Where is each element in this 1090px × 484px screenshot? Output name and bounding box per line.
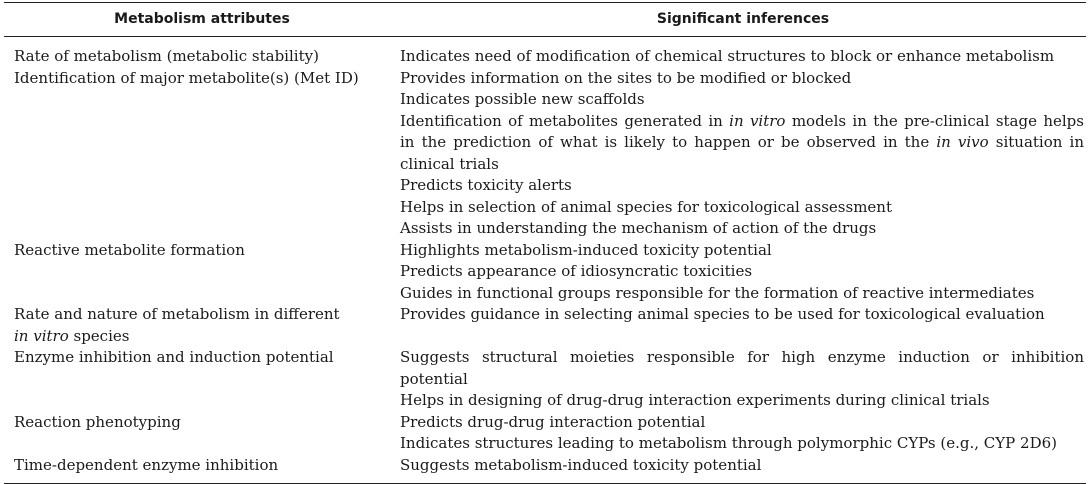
significant-inference-text: Provides guidance in selecting animal species to be used for toxicological evaluation (400, 305, 1045, 323)
metabolism-attribute-cell (4, 240, 400, 305)
metabolism-attribute-cell (4, 347, 400, 412)
significant-inference-text: Suggests structural moieties responsible for high enzyme induction or inhibition potential (400, 348, 1084, 388)
metabolism-attribute-text: in vitro species (14, 326, 130, 345)
significant-inference-cell (400, 304, 1086, 347)
table-body (4, 37, 1086, 484)
table-row (4, 68, 1086, 240)
significant-inference-cell (400, 347, 1086, 412)
metabolism-attribute-text: Enzyme inhibition and induction potential (14, 348, 334, 366)
metabolism-attribute-cell (4, 455, 400, 484)
significant-inference-text: Helps in designing of drug-drug interaction experiments during clinical trials (400, 391, 990, 409)
metabolism-attribute-text: Rate of metabolism (metabolic stability) (14, 47, 319, 65)
metabolism-attribute-text: Reactive metabolite formation (14, 240, 245, 259)
significant-inference-text: Identification of metabolites generated in in vitro models in the pre-clinical stage helps in the prediction of what is likely to happen or be observed in the in vivo situation in clinical trials (400, 111, 1084, 173)
metabolism-attribute-text: Identification of major metabolite(s) (Met ID) (14, 68, 359, 87)
metabolism-attribute-text: Time-dependent enzyme inhibition (14, 455, 279, 474)
table-row (4, 455, 1086, 484)
metabolism-attribute-cell (4, 304, 400, 347)
significant-inference-cell (400, 68, 1086, 240)
metabolism-attribute-text: Reaction phenotyping (14, 412, 181, 431)
metabolism-attribute-cell (4, 412, 400, 455)
metabolism-attribute-cell (4, 37, 400, 68)
significant-inference-text: Indicates need of modification of chemical structures to block or enhance metabolism (400, 47, 1055, 65)
header-metabolism-attributes: Metabolism attributes (4, 3, 400, 37)
significant-inference-text: Guides in functional groups responsible for the formation of reactive intermediates (400, 283, 1035, 302)
significant-inference-text: Predicts toxicity alerts (400, 176, 572, 194)
significant-inference-text: Provides information on the sites to be modified or blocked (400, 68, 852, 87)
table-row (4, 412, 1086, 455)
header-significant-inferences: Significant inferences (400, 3, 1086, 37)
significant-inference-text: Assists in understanding the mechanism of action of the drugs (400, 219, 877, 237)
significant-inference-text: Indicates possible new scaffolds (400, 90, 645, 108)
metabolism-attribute-cell (4, 68, 400, 240)
significant-inference-text: Indicates structures leading to metabolism through polymorphic CYPs (e.g., CYP 2D6) (400, 434, 1058, 452)
metabolism-table (4, 2, 1086, 484)
table-row (4, 37, 1086, 68)
significant-inference-cell (400, 37, 1086, 68)
significant-inference-cell (400, 455, 1086, 484)
metabolism-attribute-text: Rate and nature of metabolism in different (14, 305, 340, 323)
table-row (4, 304, 1086, 347)
table-row (4, 347, 1086, 412)
significant-inference-text: Helps in selection of animal species for toxicological assessment (400, 197, 892, 216)
significant-inference-text: Suggests metabolism-induced toxicity potential (400, 455, 762, 474)
significant-inference-text: Predicts drug-drug interaction potential (400, 412, 706, 431)
table-row (4, 240, 1086, 305)
significant-inference-text: Predicts appearance of idiosyncratic toxicities (400, 262, 753, 280)
significant-inference-text: Highlights metabolism-induced toxicity potential (400, 240, 772, 259)
table-header-row (4, 3, 1086, 37)
significant-inference-cell (400, 412, 1086, 455)
significant-inference-cell (400, 240, 1086, 305)
